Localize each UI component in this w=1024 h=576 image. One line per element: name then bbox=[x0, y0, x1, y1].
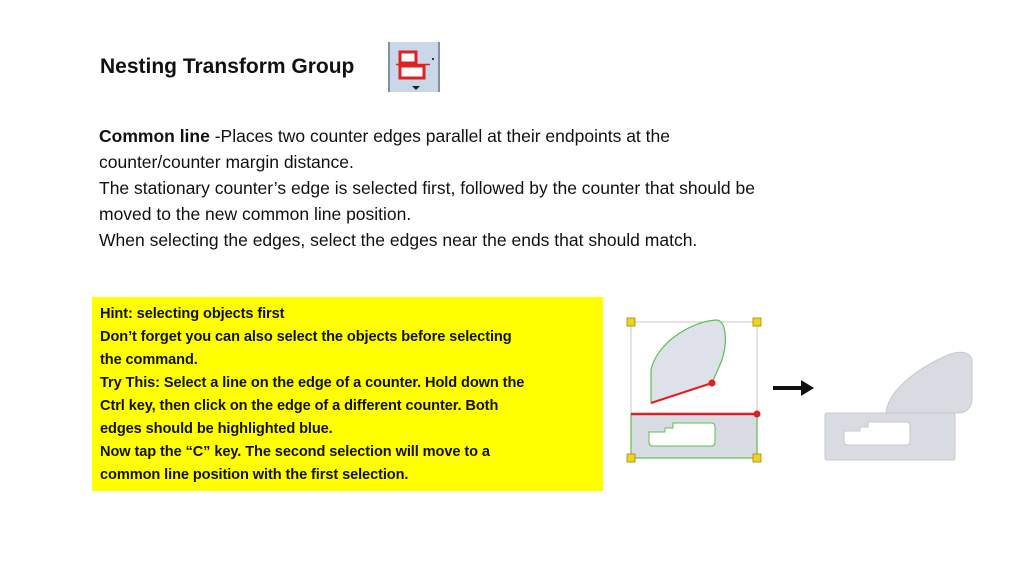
selection-handle bbox=[753, 318, 761, 326]
description-line-1: Common line -Places two counter edges parallel at their endpoints at the bbox=[99, 126, 670, 146]
description-line-5: When selecting the edges, select the edges near the ends that should match. bbox=[99, 230, 698, 250]
hint-line: Ctrl key, then click on the edge of a different counter. Both bbox=[100, 398, 499, 414]
description-line-3: The stationary counter’s edge is selected first, followed by the counter that should be bbox=[99, 178, 755, 198]
hint-line: edges should be highlighted blue. bbox=[100, 421, 333, 437]
common-line-diagram bbox=[618, 310, 988, 470]
selection-handle bbox=[627, 454, 635, 462]
hint-line: common line position with the first selection. bbox=[100, 467, 409, 483]
selection-handle bbox=[753, 454, 761, 462]
page-title: Nesting Transform Group bbox=[100, 55, 355, 78]
hint-box bbox=[92, 297, 603, 491]
term-common-line: Common line bbox=[99, 126, 210, 146]
before-illustration bbox=[627, 318, 761, 462]
right-arrow-icon bbox=[773, 380, 814, 396]
hint-line: Don’t forget you can also select the objects before selecting bbox=[100, 329, 512, 345]
after-illustration bbox=[825, 352, 972, 460]
common-line-icon[interactable] bbox=[388, 42, 440, 92]
hint-line: Try This: Select a line on the edge of a counter. Hold down the bbox=[100, 375, 525, 391]
edge-endpoint bbox=[709, 380, 716, 387]
description-line-2: counter/counter margin distance. bbox=[99, 152, 354, 172]
selection-handle bbox=[627, 318, 635, 326]
description-line-4: moved to the new common line position. bbox=[99, 204, 412, 224]
hint-line: Now tap the “C” key. The second selection will move to a bbox=[100, 444, 490, 460]
edge-endpoint bbox=[754, 411, 761, 418]
description bbox=[99, 123, 899, 253]
hint-heading: Hint: selecting objects first bbox=[100, 306, 285, 322]
moved-counter-shape bbox=[886, 352, 972, 413]
hint-line: the command. bbox=[100, 352, 198, 368]
